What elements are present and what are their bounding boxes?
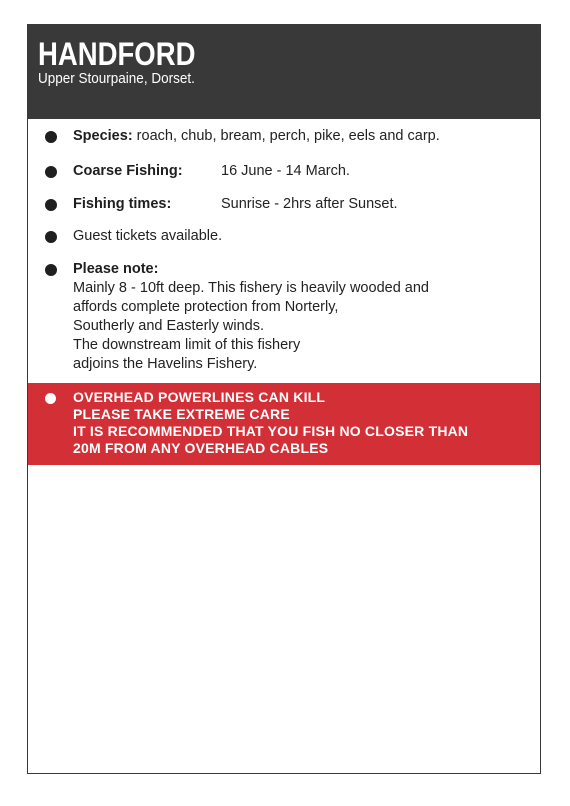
- note-line: Southerly and Easterly winds.: [73, 318, 265, 334]
- location-subtitle: Upper Stourpaine, Dorset.: [38, 70, 195, 87]
- coarse-fishing-label: Coarse Fishing:: [73, 163, 183, 179]
- fishing-times-label: Fishing times:: [73, 196, 172, 212]
- warning-text: [73, 389, 468, 457]
- bullet-icon: [45, 231, 57, 243]
- bullet-icon: [45, 393, 56, 404]
- note-line: The downstream limit of this fishery: [73, 337, 301, 353]
- warning-line: 20M FROM ANY OVERHEAD CABLES: [73, 440, 329, 456]
- bullet-icon: [45, 199, 57, 211]
- species-value: roach, chub, bream, perch, pike, eels and carp.: [132, 128, 440, 144]
- guest-tickets-text: Guest tickets available.: [73, 228, 223, 244]
- list-item-fishing-times: [45, 195, 525, 215]
- list-item-please-note: [45, 260, 525, 375]
- bullet-icon: [45, 166, 57, 178]
- species-label: Species:: [73, 128, 133, 144]
- powerline-warning-banner: [28, 383, 540, 465]
- bullet-icon: [45, 131, 57, 143]
- note-line: Mainly 8 - 10ft deep. This fishery is heavily wooded and: [73, 280, 429, 296]
- warning-line: OVERHEAD POWERLINES CAN KILL: [73, 389, 326, 405]
- please-note-label: Please note:: [73, 261, 159, 277]
- fishing-times-value: Sunrise - 2hrs after Sunset.: [221, 196, 398, 212]
- header-banner: [28, 25, 540, 119]
- list-item-guest-tickets: [45, 227, 525, 247]
- note-line: adjoins the Havelins Fishery.: [73, 356, 258, 372]
- fishery-info-card: [27, 24, 541, 774]
- warning-line: PLEASE TAKE EXTREME CARE: [73, 406, 290, 422]
- list-item-coarse-fishing: [45, 162, 525, 182]
- list-item-species: [45, 127, 525, 147]
- page-title: HANDFORD: [38, 36, 196, 72]
- warning-line: IT IS RECOMMENDED THAT YOU FISH NO CLOSER THAN: [73, 423, 469, 439]
- note-line: affords complete protection from Norterly,: [73, 299, 339, 315]
- bullet-icon: [45, 264, 57, 276]
- coarse-fishing-value: 16 June - 14 March.: [221, 163, 350, 179]
